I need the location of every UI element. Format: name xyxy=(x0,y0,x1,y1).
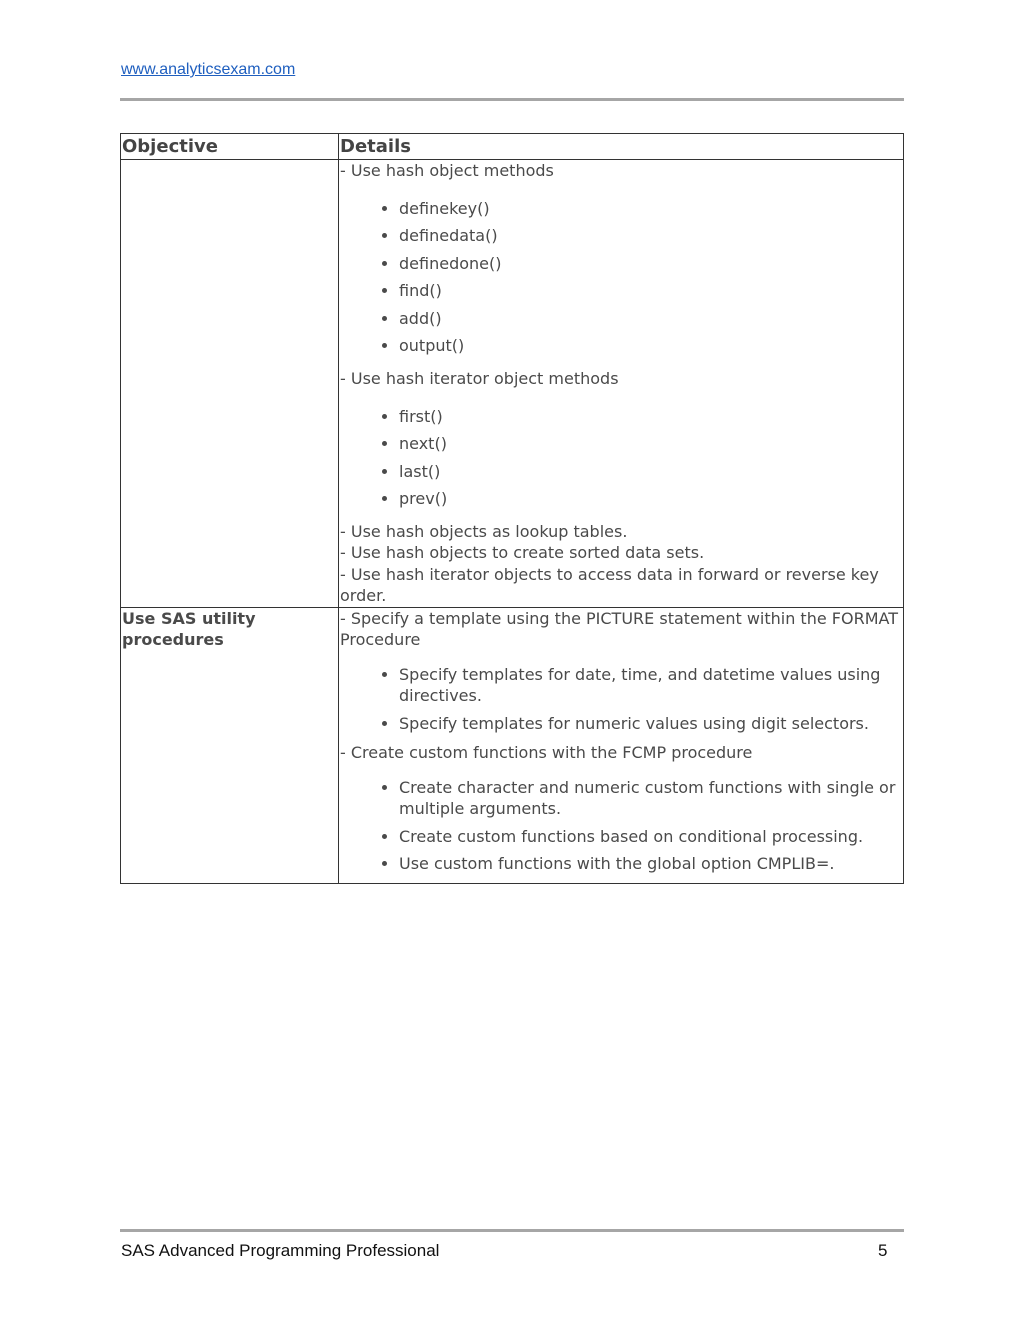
detail-intro: - Specify a template using the PICTURE statement within the FORMAT Procedure xyxy=(340,608,898,650)
bullet-list xyxy=(340,777,903,875)
footer-divider xyxy=(120,1229,904,1232)
objective-column-header: Objective xyxy=(121,134,339,160)
list-item: • Create character and numeric custom functions with single or multiple arguments. xyxy=(399,777,903,820)
detail-line: - Use hash iterator objects to access data in forward or reverse key order. xyxy=(340,564,879,606)
table-row xyxy=(121,607,904,883)
list-item: • add() xyxy=(399,305,903,333)
bullet-list xyxy=(340,664,903,735)
details-column-header: Details xyxy=(339,134,904,160)
list-item: • Specify templates for date, time, and datetime values using directives. xyxy=(399,664,903,707)
detail-line: - Use hash objects as lookup tables. xyxy=(340,521,628,541)
list-item: • output() xyxy=(399,332,903,360)
list-item: • last() xyxy=(399,458,903,486)
list-item: • definedata() xyxy=(399,222,903,250)
list-item: • definekey() xyxy=(399,195,903,223)
list-item: • prev() xyxy=(399,485,903,513)
list-item: • Create custom functions based on conditional processing. xyxy=(399,826,903,848)
header-link[interactable]: www.analyticsexam.com xyxy=(121,61,296,78)
footer-title: SAS Advanced Programming Professional xyxy=(121,1241,440,1260)
objective-cell xyxy=(121,160,339,608)
list-item: • Specify templates for numeric values using digit selectors. xyxy=(399,713,903,735)
detail-intro: - Use hash object methods xyxy=(340,161,554,180)
page-number: 5 xyxy=(878,1241,888,1260)
table-row xyxy=(121,160,904,608)
list-item: • Use custom functions with the global option CMPLIB=. xyxy=(399,853,903,875)
objective-cell: Use SAS utility procedures xyxy=(121,607,339,883)
method-list xyxy=(340,403,903,513)
table-header-row xyxy=(121,134,904,160)
header-divider xyxy=(120,98,904,101)
list-item: • find() xyxy=(399,277,903,305)
objectives-table xyxy=(120,133,904,884)
list-item: • first() xyxy=(399,403,903,431)
list-item: • next() xyxy=(399,430,903,458)
details-cell xyxy=(339,160,904,608)
method-list xyxy=(340,195,903,361)
details-cell xyxy=(339,607,904,883)
detail-line: - Use hash objects to create sorted data sets. xyxy=(340,543,705,563)
list-item: • definedone() xyxy=(399,250,903,278)
detail-intro: - Use hash iterator object methods xyxy=(340,369,619,389)
detail-intro: - Create custom functions with the FCMP procedure xyxy=(340,743,753,763)
